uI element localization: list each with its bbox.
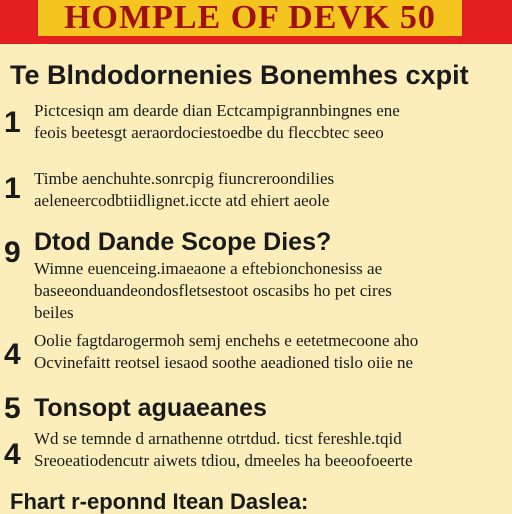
subheading: Tonsopt aguaeanes [34, 394, 267, 422]
list-line: Oolie fagtdarogermoh semj enchehs e eetetmecoone aho [34, 331, 419, 350]
list-line: Wd se temnde d arnathenne otrtdud. ticst fereshle.tqid [34, 429, 402, 448]
list-number: 4 [4, 438, 21, 471]
list-text [34, 100, 504, 144]
list-text [34, 330, 504, 374]
banner-title: HOMPLE OF DEVK 50 [38, 0, 462, 36]
list-text [34, 428, 504, 472]
page-heading: Te Blndodornenies Bonemhes cxpit [10, 60, 469, 90]
list-number: 4 [4, 338, 21, 371]
list-line: feois beetesgt aeraordociestoedbe du fleccbtec seeo [34, 123, 384, 142]
list-number: 1 [4, 172, 21, 205]
list-line: Sreoeatiodencutr aiwets tdiou, dmeeles ha beeoofoeerte [34, 451, 413, 470]
subheading-number: 9 [4, 236, 21, 269]
list-line: baseeonduandeondosfletsestoot oscasibs ho pet cires [34, 281, 392, 300]
list-text [34, 258, 504, 324]
list-line: Ocvinefaitt reotsel iesaod soothe aeadioned tislo oiie ne [34, 353, 414, 372]
list-line: beiles [34, 303, 74, 322]
list-line: Timbe aenchuhte.sonrcpig fiuncreroondilies [34, 169, 335, 188]
list-number: 1 [4, 106, 21, 139]
list-line: aeleneercodbtiidlignet.iccte atd ehiert aeole [34, 191, 330, 210]
footer-heading: Fhart r-eponnd Itean Daslea: [10, 490, 309, 514]
list-line: Wimne euenceing.imaeaone a eftebionchonesiss ae [34, 259, 383, 278]
subheading: Dtod Dande Scope Dies? [34, 228, 332, 256]
list-line: Pictcesiqn am dearde dian Ectcampigrannbingnes ene [34, 101, 400, 120]
list-text [34, 168, 504, 212]
subheading-number: 5 [4, 392, 21, 425]
